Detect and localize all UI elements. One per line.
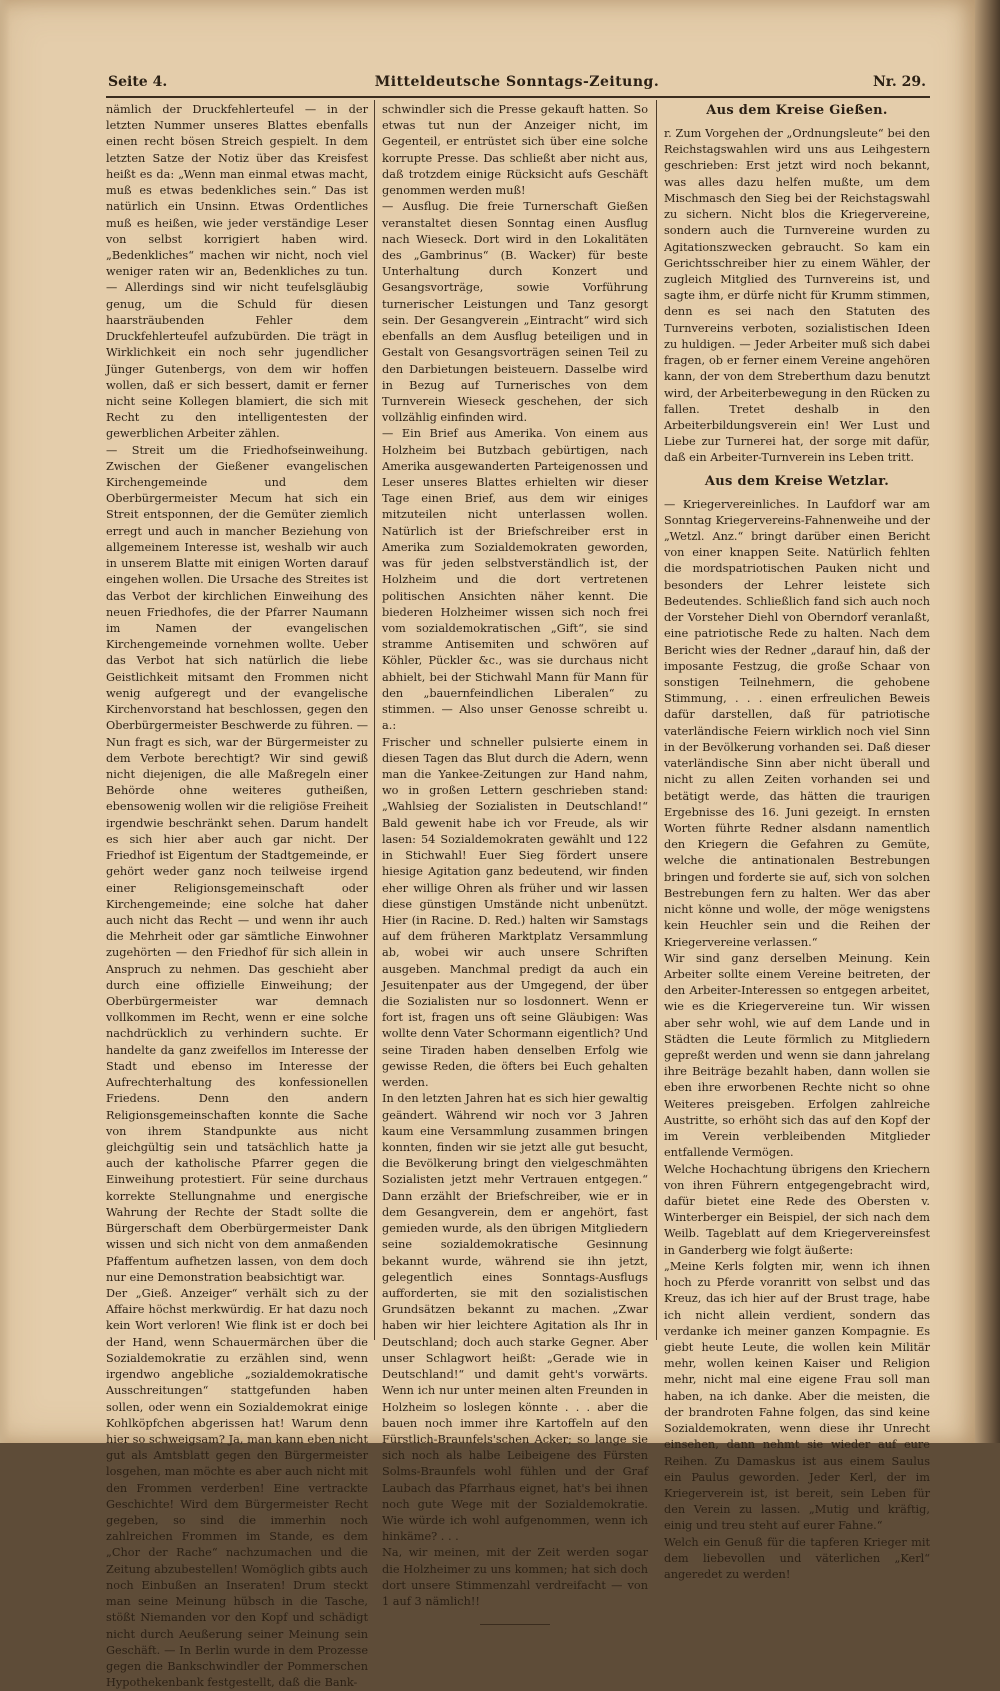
column-divider bbox=[374, 100, 375, 1340]
column-divider bbox=[656, 100, 657, 1340]
article-paragraph: — Kriegervereinliches. In Laufdorf war am Sonntag Kriegervereins-Fahnenweihe und der „Wetzl. Anz.“ bringt darüber einen Bericht von einer knappen Seite. Natürlich fehlten die mordspatriotischen Pauken nicht und besonders der Lehrer leistete sich Bedeutendes. Schließlich fand sich auch noch der Vorsteher Diehl von Oberndorf veranlaßt, eine patriotische Rede zu halten. Nach dem Bericht wies der Redner „darauf hin, daß der imposante Festzug, die große Schaar von sonstigen Teilnehmern, die gehobene Stimmung, . . . einen erfreulichen Beweis dafür darstellen, daß für patriotische vaterländische Feiern wirklich noch viel Sinn in der Bevölkerung vorhanden sei. Daß dieser vaterländische Sinn aber nicht überall und nicht zu allen Zeiten vorhanden sei und betätigt werde, das hätten die traurigen Ergebnisse des 16. Juni gezeigt. In ernsten Worten führte Redner alsdann namentlich den Kriegern die Gefahren zu Gemüte, welche die antinationalen Bestrebungen bringen und forderte sie auf, sich von solchen Bestrebungen fern zu halten. Wer das aber nicht könne und wolle, der möge wenigstens kein Heuchler sein und die Reihen der Kriegervereine verlassen.“ bbox=[664, 497, 930, 949]
article-paragraph: — Ausflug. Die freie Turnerschaft Gießen veranstaltet diesen Sonntag einen Ausflug nach Wieseck. Dort wird in den Lokalitäten des „Gambrinus“ (B. Wacker) für beste Unterhaltung durch Konzert und Gesangsvorträge, sowie Vorführung turnerischer Leistungen und Tanz gesorgt sein. Der Gesangverein „Eintracht“ wird sich ebenfalls an dem Ausflug beteiligen und in Gestalt von Gesangsvorträgen seinen Teil zu den Darbietungen beisteuern. Dasselbe wird in Bezug auf Turnerisches von dem Turnverein Wieseck geschehen, der sich vollzählig einfinden wird. bbox=[382, 200, 648, 425]
article-paragraph: r. Zum Vorgehen der „Ordnungsleute“ bei den Reichstagswahlen wird uns aus Leihgestern geschrieben: Erst jetzt wird noch bekannt, was alles dazu helfen mußte, um dem Mischmasch den Sieg bei der Reichstagswahl zu sichern. Nicht blos die Kriegervereine, sondern auch die Turnvereine wurden zu Agitationszwecken gebraucht. So kam ein Gerichtsschreiber hier zu einem Wähler, der zugleich Mitglied des Turnvereins ist, und sagte ihm, er dürfe nicht für Krumm stimmen, denn es sei nach den Statuten des Turnvereins verboten, sozialistischen Ideen zu huldigen. — Jeder Arbeiter muß sich dabei fragen, ob er ferner einem Vereine angehören kann, der von dem Streberthum dazu benutzt wird, der Arbeiterbewegung in den Rücken zu fallen. Tretet deshalb in den Arbeiterbildungsverein ein! Wer Lust und Liebe zur Turnerei hat, der sorge mit dafür, daß ein Arbeiter-Turnverein ins Leben tritt. bbox=[664, 127, 930, 465]
column-1 bbox=[106, 102, 368, 1690]
column-2 bbox=[382, 102, 648, 1609]
header-rule bbox=[106, 96, 930, 98]
article-paragraph: — Streit um die Friedhofseinweihung. Zwischen der Gießener evangelischen Kirchengemeinde und dem Oberbürgermeister Mecum hat sich ein Streit entsponnen, der die Gemüter ziemlich erregt und auch in mancher Beziehung von allgemeinem Interesse ist, weshalb wir auch in unserem Blatte mit einigen Worten darauf eingehen wollen. Die Ursache des Streites ist das Verbot der kirchlichen Einweihung des neuen Friedhofes, die der Pfarrer Naumann im Namen der evangelischen Kirchengemeinde vornehmen wollte. Ueber das Verbot hat sich natürlich die liebe Geistlichkeit mitsamt den Frommen nicht wenig aufgeregt und der evangelische Kirchenvorstand hat beschlossen, gegen den Oberbürgermeister Beschwerde zu führen. — Nun fragt es sich, war der Bürgermeister zu dem Verbote berechtigt? Wir sind gewiß nicht diejenigen, die alle Maßregeln einer Behörde ohne weiteres gutheißen, ebensowenig wollen wir die religiöse Freiheit irgendwie beschränkt sehen. Darum handelt es sich hier aber auch gar nicht. Der Friedhof ist Eigentum der Stadtgemeinde, er gehört weder ganz noch teilweise irgend einer Religionsgemeinschaft oder Kirchengemeinde; eine solche hat daher auch nicht das Recht — und wenn ihr auch die Mehrheit oder gar sämtliche Einwohner zugehörten — den Friedhof für sich allein in Anspruch zu nehmen. Das geschieht aber durch eine offizielle Einweihung; der Oberbürgermeister war demnach vollkommen im Recht, wenn er eine solche nachdrücklich zu verhindern suchte. Er handelte da ganz zweifellos im Interesse der Stadt und ebenso im Interesse der Aufrechterhaltung des konfessionellen Friedens. Denn den andern Religionsgemeinschaften konnte die Sache von ihrem Standpunkte aus nicht gleichgültig sein und tatsächlich hatte ja auch der katholische Pfarrer gegen die Einweihung protestiert. Für seine durchaus korrekte Stellungnahme und energische Wahrung der Rechte der Stadt sollte die Bürgerschaft dem Oberbürgermeister Dank wissen und sich nicht von dem anmaßenden Pfaffentum aufhetzen lassen, von dem doch nur eine Demonstration beabsichtigt war. bbox=[106, 443, 368, 1284]
article-paragraph: „Meine Kerls folgten mir, wenn ich ihnen hoch zu Pferde voranritt von selbst und das Kreuz, das ich hier auf der Brust trage, habe ich nicht allein verdient, sondern das verdanke ich meiner ganzen Kompagnie. Es giebt heute Leute, die wollen kein Militär mehr, wollen keinen Kaiser und Religion mehr, nicht mal eine eigene Frau soll man haben, na ich danke. Aber die meisten, die der brandroten Fahne folgen, das sind keine Sozialdemokraten, wenn diese ihr Unrecht einsehen, dann nehmt sie wieder auf eure Reihen. Zu Damaskus ist aus einem Saulus ein Paulus geworden. Jeder Kerl, der im Kriegerverein ist, ist bereit, sein Leben für den Verein zu lassen. „Mutig und kräftig, einig und treu steht auf eurer Fahne.“ bbox=[664, 1259, 930, 1533]
section-heading-giessen: Aus dem Kreise Gießen. bbox=[706, 103, 888, 118]
article-paragraph: Welch ein Genuß für die tapferen Krieger mit dem liebevollen und väterlichen „Kerl“ angeredet zu werden! bbox=[664, 1535, 930, 1582]
article-paragraph: In den letzten Jahren hat es sich hier gewaltig geändert. Während wir noch vor 3 Jahren kaum eine Versammlung zusammen bringen konnten, finden wir sie jetzt alle gut besucht, die Bevölkerung bringt den vielgeschmähten Sozialisten jetzt mehr Vertrauen entgegen.“ Dann erzählt der Briefschreiber, wie er in dem Gesangverein, dem er angehört, fast gemieden wurde, als den übrigen Mitgliedern seine sozialdemokratische Gesinnung bekannt wurde, während sie ihn jetzt, gelegentlich eines Sonntags-Ausflugs aufforderten, sie mit den sozialistischen Grundsätzen bekannt zu machen. „Zwar haben wir hier leichtere Agitation als Ihr in Deutschland; doch auch starke Gegner. Aber unser Schlagwort heißt: „Gerade wie in Deutschland!“ und damit geht's vorwärts. Wenn ich nur unter meinen alten Freunden in Holzheim so loslegen könnte . . . aber die bauen noch immer ihre Kartoffeln auf den Fürstlich-Braunfels'schen Acker; so lange sie sich noch als halbe Leibeigene des Fürsten Solms-Braunfels wohl fühlen und der Graf Laubach das Pfarrhaus eignet, hat's bei ihnen noch gute Wege mit der Sozialdemokratie. Wie würde ich wohl aufgenommen, wenn ich hinkäme? . . . bbox=[382, 1092, 648, 1544]
newspaper-title: Mitteldeutsche Sonntags-Zeitung. bbox=[374, 74, 660, 90]
issue-number: Nr. 29. bbox=[873, 74, 926, 90]
article-paragraph: Welche Hochachtung übrigens den Kriechern von ihren Führern entgegengebracht wird, dafür bietet eine Rede des Obersten v. Winterberger ein Beispiel, der sich nach dem Weilb. Tageblatt auf dem Kriegervereinsfest in Ganderberg wie folgt äußerte: bbox=[664, 1162, 930, 1257]
article-paragraph: schwindler sich die Presse gekauft hatten. So etwas tut nun der Anzeiger nicht, im Gegenteil, er entrüstet sich über eine solche korrupte Presse. Das schließt aber nicht aus, daß trotzdem einige Rücksicht aufs Geschäft genommen werden muß! bbox=[382, 103, 648, 198]
article-paragraph: Der „Gieß. Anzeiger“ verhält sich zu der Affaire höchst merkwürdig. Er hat dazu noch kein Wort verloren! Wie flink ist er doch bei der Hand, wenn Schauermärchen über die Sozialdemokratie zu erzählen sind, wenn irgendwo angebliche „sozialdemokratische Ausschreitungen“ stattgefunden haben sollen, oder wenn ein Sozialdemokrat einige Kohlköpfchen abgerissen hat! Warum denn hier so schweigsam? Ja, man kann eben nicht gut als Amtsblatt gegen den Bürgermeister losgehen, man möchte es aber auch nicht mit den Frommen verderben! Eine vertrackte Geschichte! Wird dem Bürgermeister Recht gegeben, so sind die immerhin noch zahlreichen Frommen im Stande, es dem „Chor der Rache“ nachzumachen und die Zeitung abzubestellen! Womöglich gibts auch noch Einbußen an Inseraten! Drum steckt man seine Meinung hübsch in die Tasche, stößt Niemanden vor den Kopf und schädigt nicht durch Aeußerung seiner Meinung sein Geschäft. — In Berlin wurde in dem Prozesse gegen die Bankschwindler der Pommerschen Hypothekenbank festgestellt, daß die Bank- bbox=[106, 1286, 368, 1690]
article-paragraph: Wir sind ganz derselben Meinung. Kein Arbeiter sollte einem Vereine beitreten, der den Arbeiter-Interessen so entgegen arbeitet, wie es die Kriegervereine tun. Wir wissen aber sehr wohl, wie auf dem Lande und in Städten die Leute förmlich zu Mitgliedern gepreßt werden und wenn sie dann jahrelang ihre Beiträge bezahlt haben, dann wollen sie eben ihre erworbenen Rechte nicht so ohne Weiteres preisgeben. Erfolgen zahlreiche Austritte, so erhöht sich das auf den Kopf der im Verein verbleibenden Mitglieder entfallende Vermögen. bbox=[664, 951, 930, 1160]
page-binding-edge bbox=[975, 0, 1000, 1443]
column-3 bbox=[664, 102, 930, 1582]
article-paragraph: nämlich der Druckfehlerteufel — in der letzten Nummer unseres Blattes ebenfalls einen recht bösen Streich gespielt. In dem letzten Satze der Notiz über das Kreisfest heißt es da: „Wenn man einmal etwas macht, muß es etwas bedenkliches sein.“ Das ist natürlich ein Unsinn. Etwas Ordentliches muß es heißen, wie jeder verständige Leser von selbst korrigiert haben wird. „Bedenkliches“ machen wir nicht, noch viel weniger raten wir an, Bedenkliches zu tun. — Allerdings sind wir nicht teufelsgläubig genug, um die Schuld für diesen haarsträubenden Fehler dem Druckfehlerteufel aufzubürden. Die trägt in Wirklichkeit ein noch sehr jugendlicher Jünger Gutenbergs, von dem wir hoffen wollen, daß er sich bessert, damit er ferner nicht seine Kollegen blamiert, die sich mit Recht zu den intelligentesten der gewerblichen Arbeiter zählen. bbox=[106, 103, 368, 441]
page-label: Seite 4. bbox=[108, 74, 168, 90]
article-paragraph: — Ein Brief aus Amerika. Von einem aus Holzheim bei Butzbach gebürtigen, nach Amerika ausgewanderten Parteigenossen und Leser unseres Blattes erhielten wir dieser Tage einen Brief, aus dem wir einiges mitzuteilen nicht unterlassen wollen. Natürlich ist der Briefschreiber erst in Amerika zum Sozialdemokraten geworden, was für jeden selbstverständlich ist, der Holzheim und die dort vertretenen politischen Ansichten näher kennt. Die biederen Holzheimer wissen sich noch frei vom sozialdemokratischen „Gift“, sie sind stramme Antisemiten und schwören auf Köhler, Pückler &c., was sie durchaus nicht abhielt, bei der Stichwahl Mann für Mann für den „bauernfeindlichen Liberalen“ zu stimmen. — Also unser Genosse schreibt u. a.: bbox=[382, 427, 648, 733]
section-heading-wetzlar: Aus dem Kreise Wetzlar. bbox=[704, 473, 890, 489]
page-header bbox=[108, 74, 926, 96]
article-end-rule bbox=[480, 1624, 550, 1625]
article-paragraph: Frischer und schneller pulsierte einem in diesen Tagen das Blut durch die Adern, wenn man die Yankee-Zeitungen zur Hand nahm, wo in großen Lettern geschrieben stand: „Wahlsieg der Sozialisten in Deutschland!“ Bald gewenit habe ich vor Freude, als wir lasen: 54 Sozialdemokraten gewählt und 122 in Stichwahl! Euer Sieg fördert unsere hiesige Agitation ganz bedeutend, wir finden eher willige Ohren als früher und wir lassen diese günstigen Umstände nicht unbenützt. Hier (in Racine. D. Red.) halten wir Samstags auf dem früheren Marktplatz Versammlung ab, wobei wir auch unsere Schriften ausgeben. Manchmal predigt da auch ein Jesuitenpater aus der Umgegend, der über die Sozialisten nur so losdonnert. Wenn er fort ist, fragen uns oft seine Gläubigen: Was wollte denn Vater Schormann eigentlich? Und seine Tiraden haben denselben Erfolg wie gewisse Reden, die öfters bei Euch gehalten werden. bbox=[382, 735, 648, 1090]
article-paragraph: Na, wir meinen, mit der Zeit werden sogar die Holzheimer zu uns kommen; hat sich doch dort unsere Stimmenzahl verdreifacht — von 1 auf 3 nämlich!! bbox=[382, 1546, 648, 1609]
page-left-edge bbox=[0, 0, 10, 1443]
